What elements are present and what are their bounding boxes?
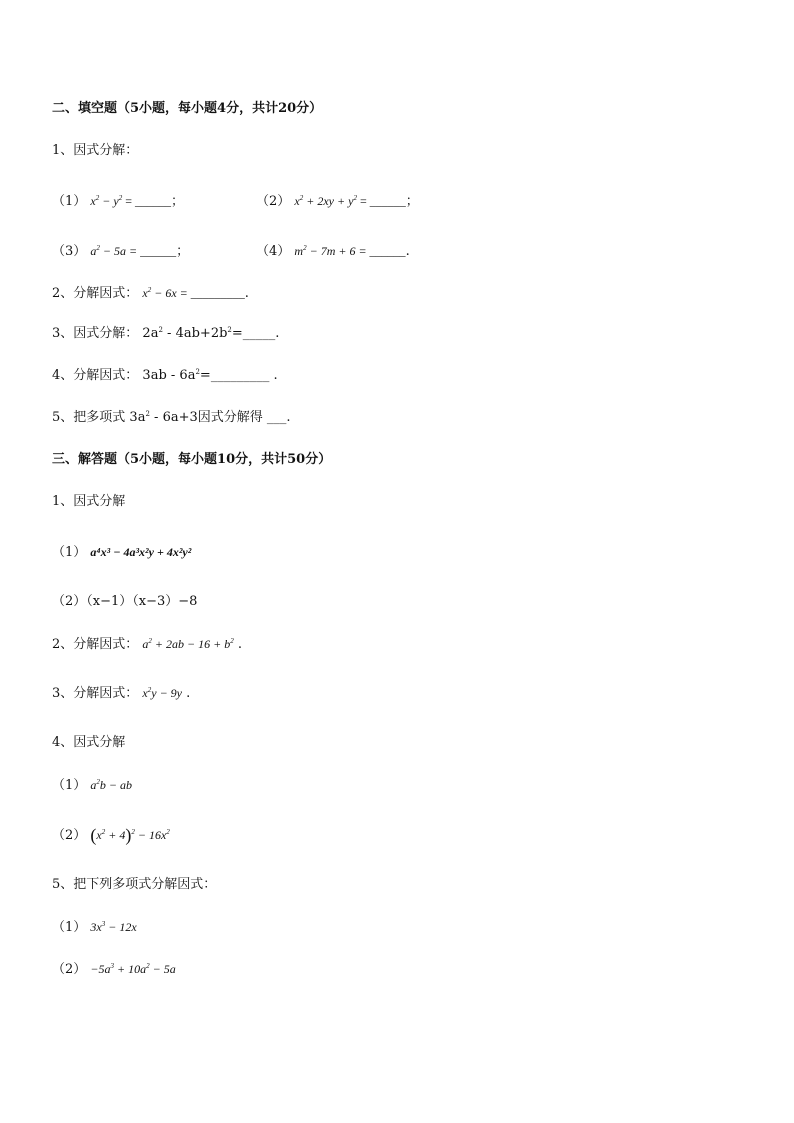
part-number: （2） [52,962,87,977]
math-expression: $(x^2 + 4)^2 - 16x^2$ [90,825,170,845]
s3-q3: 3、分解因式： $x^2y - 9y$ . [52,686,191,701]
s2-q3: 3、因式分解： $2a^2$ - $4ab+2b^2=\_\_\_\_\_$. [52,326,280,341]
s3-q4-part1 [52,777,132,794]
s3-q4-part2 [52,827,170,844]
part-number: （3） [52,244,87,259]
s2-q1-label: 1、因式分解： [52,143,139,158]
math-expression: $a^2b$ − ab [90,778,133,792]
math-expression: $3x^3 - 12x$ [90,920,137,934]
s2-q1-part4: （4） $m^2 - 7m + 6$ = ______. [256,244,410,259]
s2-q1-part2: （2） $x^2 + 2xy + y^2$ = ______； [256,194,419,209]
s3-q1-part2 [52,594,197,610]
math-expression: $x^2y - 9y$ [142,686,182,700]
part-number: （2） [256,194,291,209]
s3-q5-label: 5、把下列多项式分解因式： [52,877,217,892]
math-expression: （x−1）（x−3）−8 [86,594,198,609]
part-number: （2） [52,594,87,609]
math-expression: $a^2 - 5a$ = ______ [90,244,177,258]
s3-q5-part2 [52,961,176,978]
part-number: （2） [52,828,87,843]
math-expression: $x^2 - y^2$ = ______ [90,194,171,208]
s2-q5: 5、把多项式 $3a^2 - 6a+3$因式分解得 ___. [52,410,291,425]
math-expression: $2a^2$ - $4ab+2b^2=\_\_\_\_\_$ [142,326,276,341]
part-number: （4） [256,244,291,259]
part-number: （1） [52,194,87,209]
s3-q2: 2、分解因式： $a^2 + 2ab - 16 + b^2$ . [52,637,242,652]
s3-q4-label: 4、因式分解 [52,735,126,750]
s3-q1-label: 1、因式分解 [52,494,126,509]
math-expression: $a^2 + 2ab - 16 + b^2$ [142,637,234,651]
s3-q5-part1 [52,919,137,936]
s2-q2: 2、分解因式： $x^2 - 6x$ = _________. [52,286,249,301]
math-expression: $x^2 + 2xy + y^2$ = ______ [294,194,406,208]
part-number: （1） [52,920,87,935]
math-expression: $3a^2 - 6a+3$ [129,410,198,425]
math-expression: $m^2 - 7m + 6$ = ______ [294,244,406,258]
s2-q1-part1: （1） $x^2 - y^2$ = ______； [52,194,184,209]
s3-q1-part1 [52,544,191,561]
math-expression: $x^2 - 6x$ = _________ [142,286,245,300]
section2-title: 二、填空题（5小题，每小题4分，共计20分） [52,101,323,116]
math-expression: a⁴x³ − 4a³x²y + 4x²y² [90,545,192,559]
s2-q4: 4、分解因式： $3ab - 6a^2=\_\_\_\_\_\_\_\_\_$ . [52,368,278,383]
part-number: （1） [52,778,87,793]
part-number: （1） [52,545,87,560]
math-expression: $-5a^3 + 10a^2 - 5a$ [90,962,176,976]
math-expression: $3ab - 6a^2=\_\_\_\_\_\_\_\_\_$ [142,368,270,383]
section3-title: 三、解答题（5小题，每小题10分，共计50分） [52,452,332,467]
s2-q1-part3: （3） $a^2 - 5a$ = ______； [52,244,190,259]
